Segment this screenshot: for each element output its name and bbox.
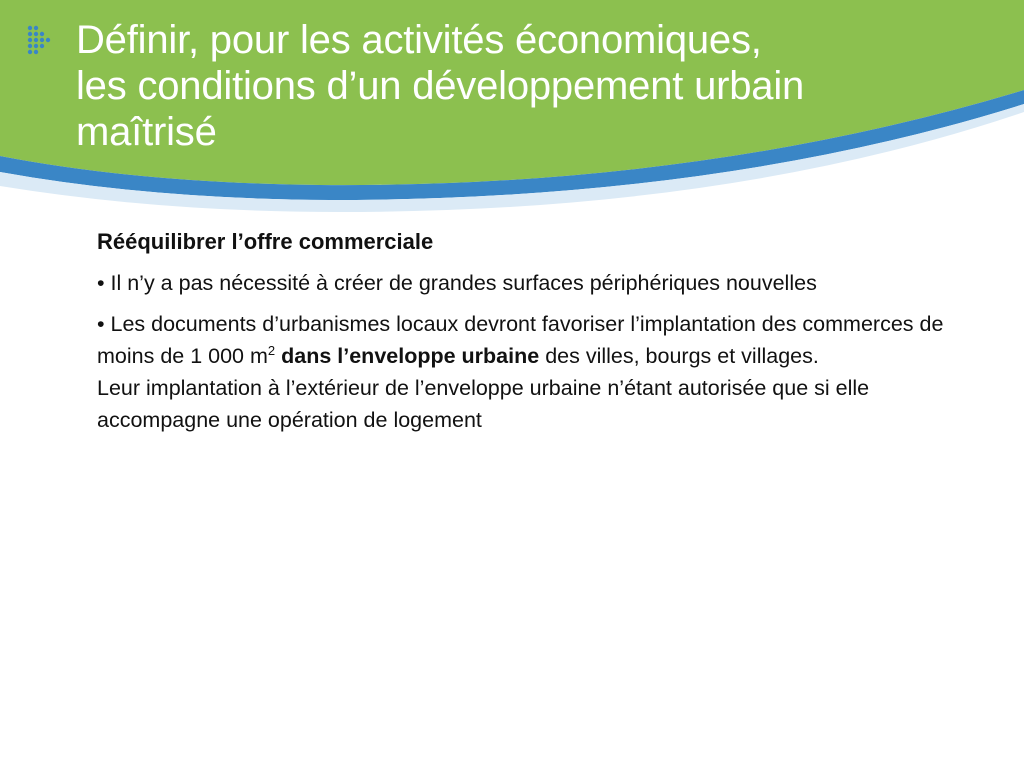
title-line-3: maîtrisé xyxy=(76,110,217,154)
superscript-2: 2 xyxy=(267,343,276,358)
bullet-item-1: • Il n’y a pas nécessité à créer de grandes surfaces périphériques nouvelles xyxy=(97,271,817,295)
title-line-2: les conditions d’un développement urbain xyxy=(76,64,805,108)
dotted-arrow-icon xyxy=(26,24,58,60)
slide-body xyxy=(97,226,957,436)
slide-title xyxy=(76,17,976,155)
section-heading: Rééquilibrer l’offre commerciale xyxy=(97,229,434,254)
closing-paragraph: Leur implantation à l’extérieur de l’enveloppe urbaine n’étant autorisée que si elle accompagne une opération de logement xyxy=(97,376,870,432)
bold-emphasis: dans l’enveloppe urbaine xyxy=(281,344,540,368)
bullet-2-text-start: • Les documents d’urbanismes locaux devront favoriser l’implantation des commerces de moins de 1 000 m xyxy=(97,312,944,368)
title-line-1: Définir, pour les activités économiques, xyxy=(76,18,762,62)
bullet-item-2 xyxy=(97,308,957,372)
bullet-2-text-end: des villes, bourgs et villages. xyxy=(545,344,819,368)
